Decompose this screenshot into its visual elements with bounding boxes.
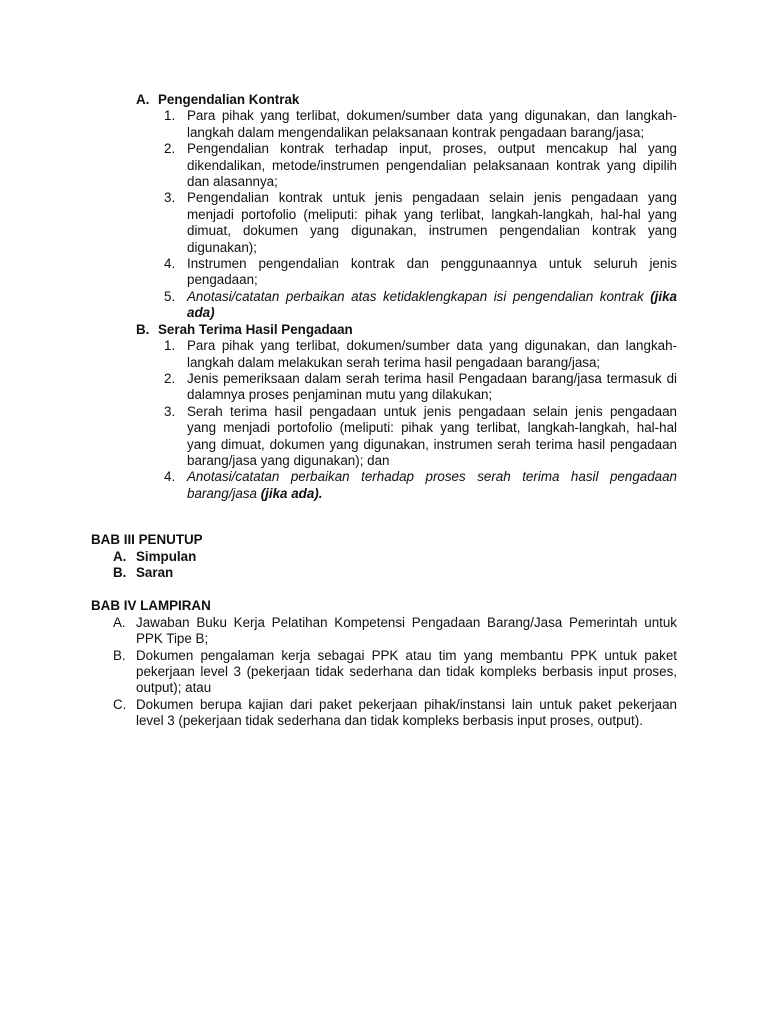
bab3-item-saran: [0, 565, 768, 581]
item-text: Saran: [136, 564, 174, 580]
item-text: Jawaban Buku Kerja Pelatihan Kompetensi Pengadaan Barang/Jasa Pemerintah untuk PPK Tipe B;: [136, 614, 677, 647]
item-number: 5.: [164, 288, 176, 304]
item-text: Jenis pemeriksaan dalam serah terima hasil Pengadaan barang/jasa termasuk di dalamnya proses penjaminan mutu yang dilakukan;: [187, 370, 677, 403]
list-item: [0, 141, 677, 190]
section-b-title: Serah Terima Hasil Pengadaan: [158, 321, 353, 337]
list-item: [0, 256, 677, 289]
list-item: [0, 404, 677, 470]
list-item: [0, 648, 677, 697]
list-item: [0, 338, 677, 371]
section-b-heading: [0, 322, 678, 338]
item-number: 2.: [164, 141, 176, 157]
item-text: Dokumen pengalaman kerja sebagai PPK atau tim yang membantu PPK untuk paket pekerjaan level 3 (pekerjaan tidak sederhana dan tidak kompleks berbasis input proses, output); atau: [136, 647, 677, 696]
section-a-heading: [0, 92, 678, 108]
list-item: [0, 108, 677, 141]
item-text-italic: Anotasi/catatan perbaikan atas ketidaklengkapan isi pengendalian kontrak: [187, 288, 651, 304]
document-body: [0, 92, 768, 730]
item-text: Para pihak yang terlibat, dokumen/sumber data yang digunakan, dan langkah-langkah dalam melakukan serah terima hasil pengadaan barang/jasa;: [187, 338, 677, 370]
item-text-bold-italic: (jika ada).: [260, 485, 323, 501]
list-item: [0, 469, 677, 502]
item-letter: B.: [113, 647, 126, 663]
item-text: Para pihak yang terlibat, dokumen/sumber data yang digunakan, dan langkah-langkah dalam mengendalikan pelaksanaan kontrak pengadaan barang/jasa;: [187, 108, 677, 140]
section-a-letter: A.: [136, 92, 150, 107]
item-text: Instrumen pengendalian kontrak dan penggunaannya untuk seluruh jenis pengadaan;: [187, 256, 677, 288]
item-text: Pengendalian kontrak untuk jenis pengadaan selain jenis pengadaan yang menjadi portofolio (meliputi: pihak yang terlibat, langkah-langkah, hal-hal yang dimuat, dokumen yang digunakan, instrumen pengendalian kontrak yang digunakan);: [187, 190, 677, 255]
list-item: [0, 190, 677, 256]
item-text: Simpulan: [136, 548, 197, 564]
bab4-title: BAB IV LAMPIRAN: [91, 598, 211, 614]
item-number: 4.: [164, 256, 176, 272]
item-letter: A.: [113, 548, 127, 564]
item-number: 3.: [164, 403, 176, 419]
item-letter: B.: [113, 564, 127, 580]
section-b-letter: B.: [136, 321, 150, 337]
item-number: 1.: [164, 108, 176, 124]
item-letter: C.: [113, 696, 127, 712]
list-item: [0, 371, 677, 404]
bab3-title: BAB III PENUTUP: [91, 532, 203, 548]
item-number: 2.: [164, 370, 176, 386]
item-text: Dokumen berupa kajian dari paket pekerjaan pihak/instansi lain untuk paket pekerjaan level 3 (pekerjaan tidak sederhana dan tidak kompleks berbasis input proses, output).: [136, 696, 677, 729]
section-a-title: Pengendalian Kontrak: [158, 92, 300, 107]
item-text: Serah terima hasil pengadaan untuk jenis pengadaan selain jenis pengadaan yang menjadi portofolio (meliputi: pihak yang terlibat, langkah-langkah, hal-hal yang dimuat, dokumen yang digunakan, instrumen serah terima hasil pengadaan barang/jasa yang digunakan); dan: [187, 403, 677, 468]
item-letter: A.: [113, 614, 126, 630]
item-number: 4.: [164, 469, 176, 485]
item-number: 1.: [164, 338, 176, 354]
list-item: [0, 289, 677, 322]
item-text: Pengendalian kontrak terhadap input, proses, output mencakup hal yang dikendalikan, metode/instrumen pengendalian pelaksanaan kontrak yang dipilih dan alasannya;: [187, 141, 677, 190]
list-item: [0, 615, 677, 648]
list-item: [0, 697, 677, 730]
item-number: 3.: [164, 190, 176, 206]
item-text-bold-italic: (jika ada): [187, 288, 677, 321]
item-text-italic: Anotasi/catatan perbaikan terhadap proses serah terima hasil pengadaan barang/jasa: [187, 469, 677, 501]
bab3-item-simpulan: [0, 549, 768, 565]
